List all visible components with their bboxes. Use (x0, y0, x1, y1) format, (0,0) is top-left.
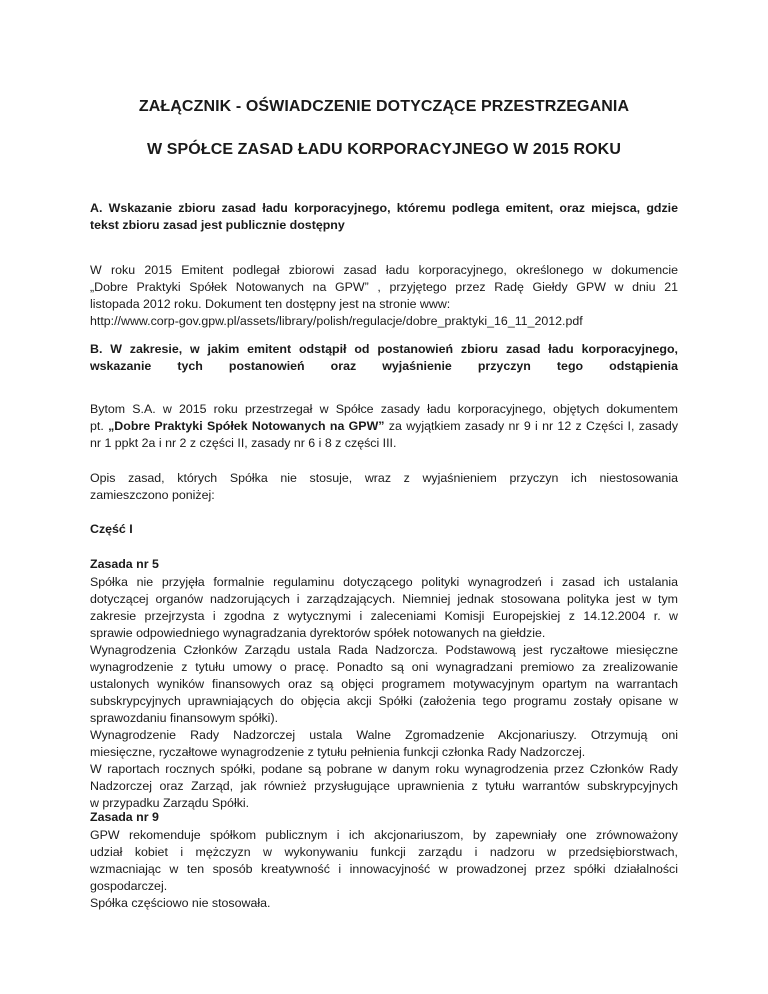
body-line (90, 418, 678, 435)
body-line: nr 1 ppkt 2a i nr 2 z części II, zasady nr 6 i 8 z części III. (90, 436, 397, 450)
rule-9-heading: Zasada nr 9 (90, 810, 159, 824)
document-title-line-1: ZAŁĄCZNIK - OŚWIADCZENIE DOTYCZĄCE PRZESTRZEGANIA (138, 98, 630, 115)
section-a-heading-line: A. Wskazanie zbioru zasad ładu korporacyjnego, któremu podlega emitent, oraz miejsca, gdzie (90, 201, 678, 215)
document-name-bold: „Dobre Praktyki Spółek Notowanych na GPW” (108, 419, 385, 433)
section-a-heading-line: tekst zbioru zasad jest publicznie dostępny (90, 218, 345, 232)
body-line: zamieszczono poniżej: (90, 488, 215, 502)
body-text: za wyjątkiem zasady nr 9 i nr 12 z Części I, zasady (384, 419, 679, 433)
section-b-heading-line: wskazanie tych postanowień oraz wyjaśnienie przyczyn tego odstąpienia (90, 359, 678, 373)
body-line: GPW rekomenduje spółkom publicznym i ich akcjonariuszom, by zapewniały one zrównoważony (90, 828, 678, 842)
body-line: gospodarczej. (90, 879, 168, 893)
section-b-heading-line: B. W zakresie, w jakim emitent odstąpił od postanowień zbioru zasad ładu korporacyjnego, (90, 342, 678, 356)
body-line: Spółka nie przyjęła formalnie regulaminu dotyczącego polityki wynagrodzeń i zasad ich ustalania (90, 575, 678, 589)
body-line: Wynagrodzenia Członków Zarządu ustala Rada Nadzorcza. Podstawową jest ryczałtowe miesięczne (90, 643, 678, 657)
body-line: udział kobiet i mężczyzn w wykonywaniu funkcji zarządu i nadzoru w przedsiębiorstwach, (90, 845, 678, 859)
rule-9-body (90, 827, 678, 895)
body-line: zakresie przejrzysta i zgodna z wytycznymi i zaleceniami Komisji Europejskiej z 14.12.2004 r. w (90, 609, 678, 623)
rule-5-body (90, 574, 678, 812)
body-line: wzmacniając w ten sposób kreatywność i innowacyjność w prowadzonej przez spółki działalności (90, 862, 678, 876)
opis-paragraph (90, 470, 678, 504)
body-line: sprawozdaniu finansowym spółki). (90, 711, 279, 725)
section-b-body (90, 401, 678, 452)
part-heading: Część I (90, 522, 133, 536)
body-line: sprawie odpowiedniego wynagradzania dyrektorów spółek notowanych na giełdzie. (90, 626, 546, 640)
body-line: Bytom S.A. w 2015 roku przestrzegał w Spółce zasady ładu korporacyjnego, objętych dokumentem (90, 402, 678, 416)
body-line: listopada 2012 roku. Dokument ten dostępny jest na stronie www: (90, 297, 451, 311)
body-line: Nadzorczej oraz Zarząd, jak również przysługujące uprawnienia z tytułu warrantów subskrypcyjnych (90, 779, 678, 793)
section-a-heading (90, 200, 678, 234)
document-title-line-2: W SPÓŁCE ZASAD ŁADU KORPORACYJNEGO W 2015 ROKU (147, 141, 621, 158)
body-line: subskrypcyjnych uprawniających do objęcia akcji Spółki (założenia tego programu zostały opisane w (90, 694, 678, 708)
section-a-body (90, 262, 678, 330)
body-line: „Dobre Praktyki Spółek Notowanych na GPW” , przyjętego przez Radę Giełdy GPW w dniu 21 (90, 280, 678, 294)
rule-5-heading: Zasada nr 5 (90, 557, 159, 571)
body-line: Opis zasad, których Spółka nie stosuje, wraz z wyjaśnieniem przyczyn ich niestosowania (90, 471, 678, 485)
body-line: Wynagrodzenie Rady Nadzorczej ustala Walne Zgromadzenie Akcjonariuszy. Otrzymują oni (90, 728, 678, 742)
body-line: ustalonych wyników finansowych oraz są objęci programem motywacyjnym opartym na warrantach (90, 677, 678, 691)
body-line: wynagrodzenie z tytułu umowy o pracę. Ponadto są oni wynagradzani premiowo za zrealizowanie (90, 660, 678, 674)
body-line: W raportach rocznych spółki, podane są pobrane w danym roku wynagrodzenia przez Członków Rady (90, 762, 678, 776)
section-b-heading (90, 341, 678, 375)
document-url: http://www.corp-gov.gpw.pl/assets/library/polish/regulacje/dobre_praktyki_16_11_2012.pdf (90, 314, 583, 328)
rule-9-conclusion: Spółka częściowo nie stosowała. (90, 896, 271, 910)
body-line: dotyczącej organów nadzorujących i zarządzających. Niemniej jednak stosowana polityka jest w tym (90, 592, 678, 606)
body-text: pt. (90, 419, 109, 433)
body-line: miesięczne, ryczałtowe wynagrodzenie z tytułu pełnienia funkcji członka Rady Nadzorczej. (90, 745, 586, 759)
body-line: w przypadku Zarządu Spółki. (90, 796, 250, 810)
body-line: W roku 2015 Emitent podlegał zbiorowi zasad ładu korporacyjnego, określonego w dokumencie (90, 263, 678, 277)
